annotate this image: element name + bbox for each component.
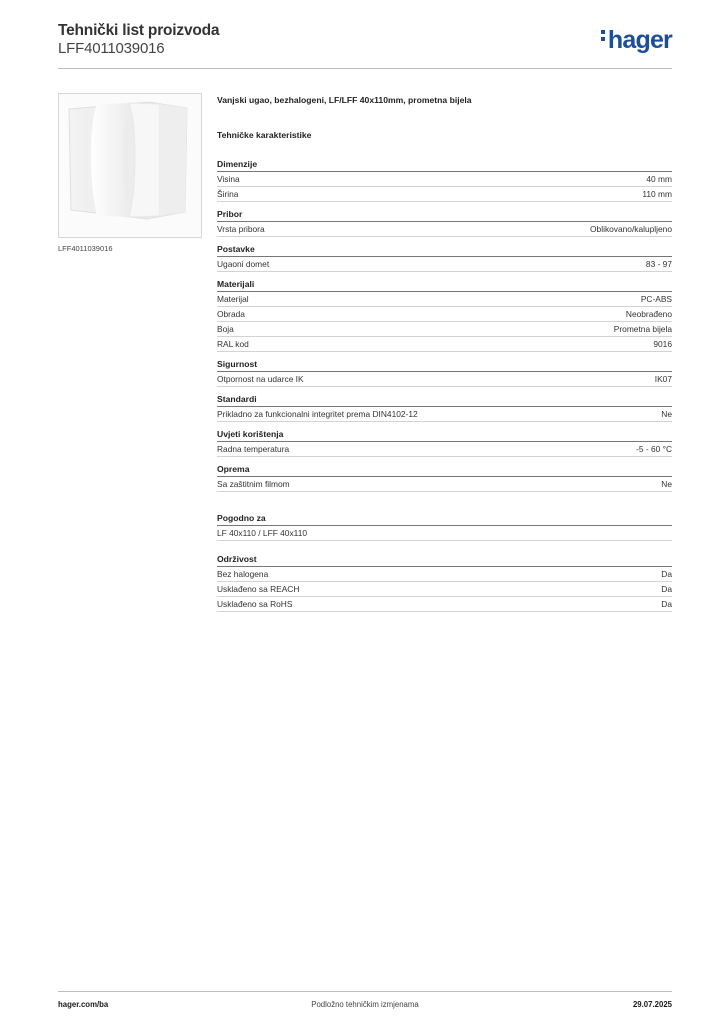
spec-value: -5 - 60 °C xyxy=(636,444,672,454)
spec-row xyxy=(217,442,672,457)
corner-piece-icon xyxy=(59,94,201,237)
spec-label: Radna temperatura xyxy=(217,444,290,454)
footer-website-link[interactable]: hager.com/ba xyxy=(58,1000,109,1009)
spec-label: Usklađeno sa REACH xyxy=(217,584,300,594)
spec-row xyxy=(217,322,672,337)
spec-label: Materijal xyxy=(217,294,249,304)
spec-value: 110 mm xyxy=(642,189,672,199)
spec-row xyxy=(217,172,672,187)
spec-group-sigurnost xyxy=(217,358,672,387)
spec-label: LF 40x110 / LFF 40x110 xyxy=(217,528,308,538)
spec-group-standardi xyxy=(217,393,672,422)
product-code: LFF4011039016 xyxy=(58,40,165,57)
image-caption: LFF4011039016 xyxy=(58,244,113,253)
spec-row xyxy=(217,567,672,582)
spec-value: IK07 xyxy=(654,374,672,384)
spec-row xyxy=(217,526,672,541)
group-title: Materijali xyxy=(217,278,672,292)
spec-value: Prometna bijela xyxy=(613,324,672,334)
group-title: Pogodno za xyxy=(217,512,672,526)
spec-value: Ne xyxy=(661,479,672,489)
spec-label: Visina xyxy=(217,174,240,184)
spec-group-odrzivost xyxy=(217,553,672,612)
spec-value: PC-ABS xyxy=(640,294,672,304)
group-title: Oprema xyxy=(217,463,672,477)
spec-row xyxy=(217,582,672,597)
product-name: Vanjski ugao, bezhalogeni, LF/LFF 40x110mm, prometna bijela xyxy=(217,95,472,105)
group-title: Uvjeti korištenja xyxy=(217,428,672,442)
group-title: Dimenzije xyxy=(217,158,672,172)
footer-note: Podložno tehničkim izmjenama xyxy=(311,1000,419,1009)
spec-group-postavke xyxy=(217,243,672,272)
footer-date: 29.07.2025 xyxy=(632,1000,672,1009)
spec-value: Da xyxy=(661,569,672,579)
page-footer xyxy=(58,991,672,1012)
spec-group-uvjeti xyxy=(217,428,672,457)
spec-value: Oblikovano/kalupljeno xyxy=(590,224,672,234)
spec-value: 9016 xyxy=(653,339,672,349)
group-title: Postavke xyxy=(217,243,672,257)
section-title: Tehničke karakteristike xyxy=(217,130,312,140)
spec-label: Ugaoni domet xyxy=(217,259,270,269)
spec-value: Da xyxy=(661,599,672,609)
spec-value: Neobrađeno xyxy=(625,309,672,319)
logo-dots-icon xyxy=(601,27,606,44)
spec-group-pribor xyxy=(217,208,672,237)
spec-group-oprema xyxy=(217,463,672,492)
spec-group-pogodno xyxy=(217,512,672,541)
spec-group-materijali xyxy=(217,278,672,352)
hager-logo xyxy=(601,26,672,55)
spec-label: Širina xyxy=(217,189,239,199)
spec-label: Obrada xyxy=(217,309,245,319)
spec-row xyxy=(217,292,672,307)
spec-panel xyxy=(217,95,672,618)
spec-row xyxy=(217,222,672,237)
spec-label: Usklađeno sa RoHS xyxy=(217,599,293,609)
spec-value: 40 mm xyxy=(646,174,672,184)
page-title: Tehnički list proizvoda xyxy=(58,22,220,39)
group-title: Pribor xyxy=(217,208,672,222)
group-title: Sigurnost xyxy=(217,358,672,372)
spec-label: Otpornost na udarce IK xyxy=(217,374,304,384)
spec-group-dimenzije xyxy=(217,158,672,202)
spec-row xyxy=(217,307,672,322)
spec-value: Ne xyxy=(661,409,672,419)
spec-row xyxy=(217,337,672,352)
spec-label: Bez halogena xyxy=(217,569,269,579)
group-title: Standardi xyxy=(217,393,672,407)
spec-row xyxy=(217,407,672,422)
spec-row xyxy=(217,477,672,492)
logo-text: hager xyxy=(607,26,672,54)
group-title: Održivost xyxy=(217,553,672,567)
spec-label: RAL kod xyxy=(217,339,249,349)
spec-label: Boja xyxy=(217,324,234,334)
spec-label: Sa zaštitnim filmom xyxy=(217,479,290,489)
spec-label: Vrsta pribora xyxy=(217,224,265,234)
spec-label: Prikladno za funkcionalni integritet prema DIN4102-12 xyxy=(217,409,418,419)
spec-row xyxy=(217,597,672,612)
spec-row xyxy=(217,372,672,387)
page-header xyxy=(58,22,672,69)
spec-value: Da xyxy=(661,584,672,594)
product-image xyxy=(58,93,202,238)
spec-row xyxy=(217,187,672,202)
spec-value: 83 - 97 xyxy=(645,259,672,269)
spec-row xyxy=(217,257,672,272)
